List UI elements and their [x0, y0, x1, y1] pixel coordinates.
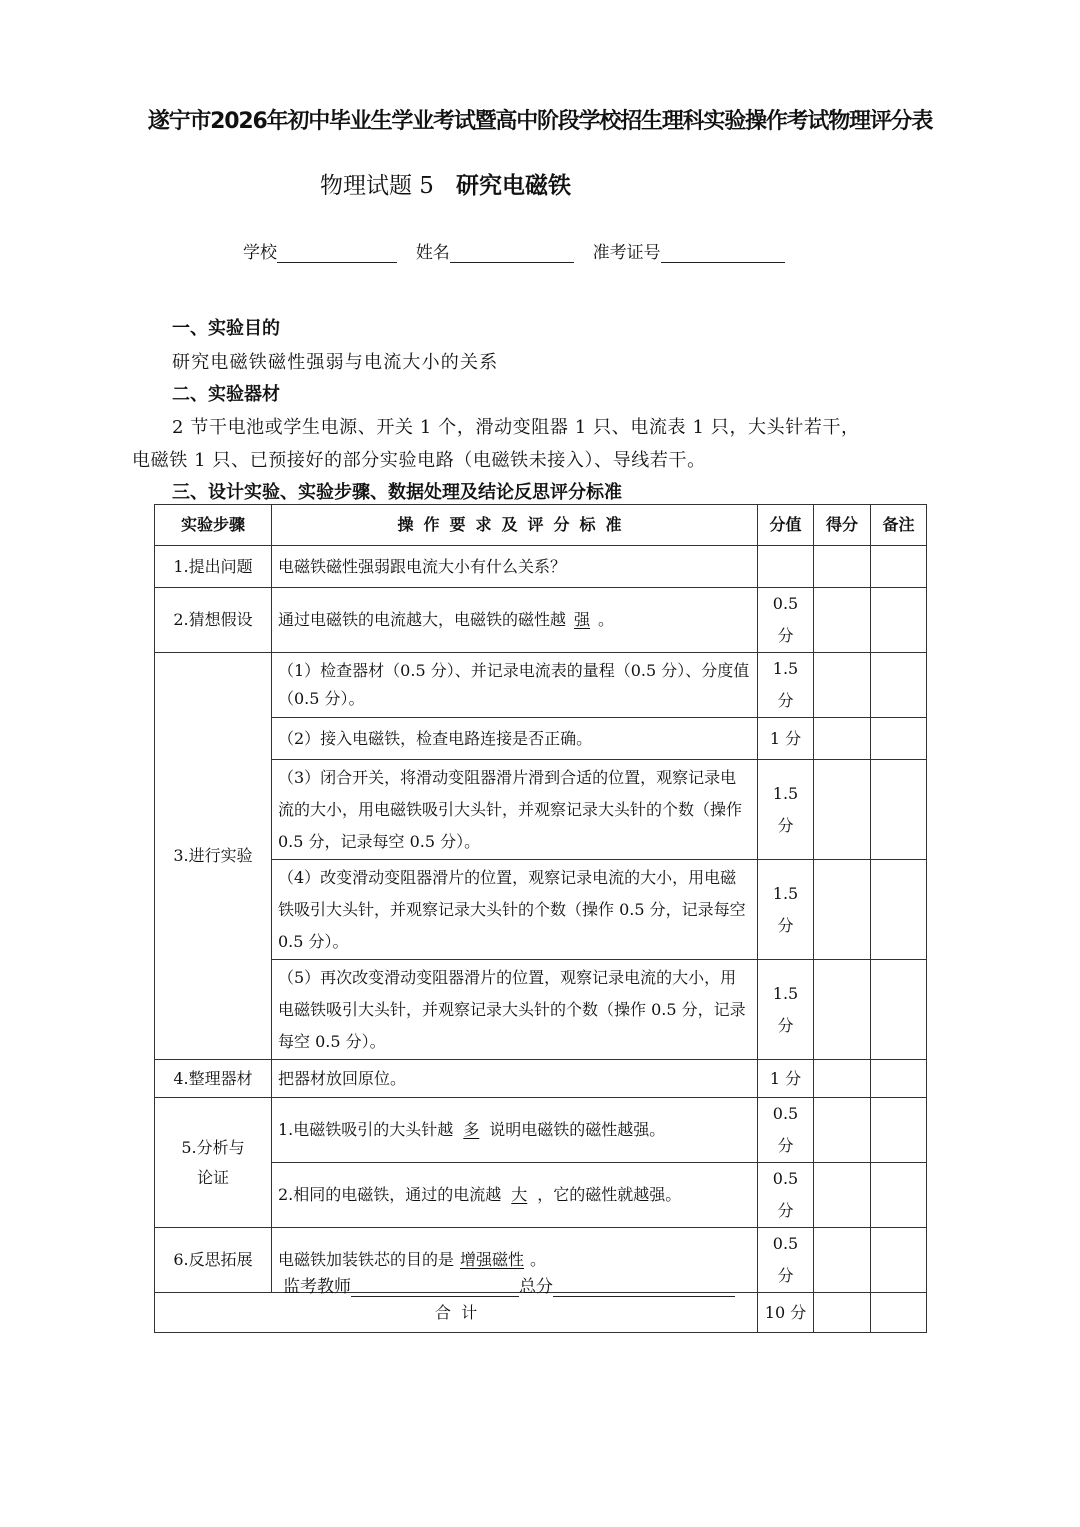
- requirement-cell: 电磁铁磁性强弱跟电流大小有什么关系？: [272, 546, 758, 588]
- requirement-text: 说明电磁铁的磁性越强。: [489, 1120, 666, 1139]
- remarks-cell[interactable]: [871, 653, 927, 718]
- section-2-line-1: 2 节干电池或学生电源、开关 1 个，滑动变阻器 1 只、电流表 1 只，大头针若干，: [172, 417, 860, 438]
- table-row: [155, 1060, 927, 1098]
- total-score-field[interactable]: [553, 1276, 735, 1297]
- section-2-heading: 二、实验器材: [172, 384, 280, 405]
- remarks-cell[interactable]: [871, 588, 927, 653]
- score-cell: 0.5 分: [758, 1098, 814, 1163]
- requirement-cell: 把器材放回原位。: [272, 1060, 758, 1098]
- score-cell: 1.5 分: [758, 760, 814, 860]
- remarks-cell[interactable]: [871, 760, 927, 860]
- exam-number-field[interactable]: [661, 242, 785, 263]
- school-label: 学校: [243, 243, 277, 263]
- signature-line: [283, 1272, 735, 1297]
- scoring-table: [154, 504, 927, 1333]
- remarks-cell[interactable]: [871, 546, 927, 588]
- earned-score-cell[interactable]: [814, 960, 871, 1060]
- step-cell: 3.进行实验: [155, 653, 272, 1060]
- total-score: 10 分: [758, 1293, 814, 1333]
- step-cell: 1.提出问题: [155, 546, 272, 588]
- answer-blank: 多: [463, 1120, 480, 1139]
- document-title: 遂宁市2026年初中毕业生学业考试暨高中阶段学校招生理科实验操作考试物理评分表: [147, 109, 933, 134]
- table-total-row: [155, 1293, 927, 1333]
- earned-score-cell[interactable]: [814, 860, 871, 960]
- earned-score-cell[interactable]: [814, 760, 871, 860]
- proctor-label: 监考教师: [283, 1277, 351, 1297]
- remarks-cell[interactable]: [871, 1060, 927, 1098]
- table-row: [155, 1098, 927, 1163]
- earned-score-cell[interactable]: [814, 588, 871, 653]
- answer-blank: 大: [511, 1185, 528, 1204]
- table-row: [155, 546, 927, 588]
- earned-score-cell[interactable]: [814, 1060, 871, 1098]
- score-cell: 1 分: [758, 1060, 814, 1098]
- score-cell: 0.5 分: [758, 588, 814, 653]
- requirement-text: 2.相同的电磁铁，通过的电流越: [278, 1185, 502, 1204]
- requirement-text: 1.电磁铁吸引的大头针越: [278, 1120, 454, 1139]
- total-label: 合 计: [155, 1293, 758, 1333]
- score-cell: 1.5 分: [758, 653, 814, 718]
- step-cell: 6.反思拓展: [155, 1228, 272, 1293]
- earned-score-cell[interactable]: [814, 1228, 871, 1293]
- score-cell: 1 分: [758, 718, 814, 760]
- score-cell: 1.5 分: [758, 860, 814, 960]
- requirement-cell: [272, 588, 758, 653]
- remarks-cell[interactable]: [871, 1163, 927, 1228]
- exam-number-label: 准考证号: [592, 243, 661, 263]
- earned-score-cell[interactable]: [814, 653, 871, 718]
- name-field[interactable]: [450, 242, 574, 263]
- earned-total-cell[interactable]: [814, 1293, 871, 1333]
- section-1-heading: 一、实验目的: [172, 318, 280, 339]
- requirement-text: 电磁铁加装铁芯的目的是: [278, 1250, 455, 1269]
- total-score-label: 总分: [519, 1277, 553, 1297]
- step-cell: 5.分析与论证: [155, 1098, 272, 1228]
- table-row: [155, 653, 927, 718]
- requirement-cell: [272, 1163, 758, 1228]
- requirement-cell: （4）改变滑动变阻器滑片的位置，观察记录电流的大小，用电磁铁吸引大头针，并观察记录大头针的个数（操作 0.5 分，记录每空 0.5 分）。: [272, 860, 758, 960]
- header-requirements: 操作要求及评分标准: [272, 505, 758, 546]
- requirement-cell: （2）接入电磁铁，检查电路连接是否正确。: [272, 718, 758, 760]
- requirement-text: 。: [530, 1250, 547, 1269]
- subtitle-prefix: 物理试题 5: [320, 173, 434, 199]
- header-score-value: 分值: [758, 505, 814, 546]
- requirement-cell: （1）检查器材（0.5 分）、并记录电流表的量程（0.5 分）、分度值（0.5 分）。: [272, 653, 758, 718]
- document-subtitle: [320, 167, 571, 200]
- remarks-cell[interactable]: [871, 1098, 927, 1163]
- requirement-cell: （5）再次改变滑动变阻器滑片的位置，观察记录电流的大小，用电磁铁吸引大头针，并观察记录大头针的个数（操作 0.5 分，记录每空 0.5 分）。: [272, 960, 758, 1060]
- earned-score-cell[interactable]: [814, 1163, 871, 1228]
- header-step: 实验步骤: [155, 505, 272, 546]
- table-row: [155, 588, 927, 653]
- score-cell: 1.5 分: [758, 960, 814, 1060]
- requirement-text: ，它的磁性就越强。: [537, 1185, 682, 1204]
- score-cell: 0.5 分: [758, 1228, 814, 1293]
- remarks-cell[interactable]: [871, 960, 927, 1060]
- remarks-cell[interactable]: [871, 718, 927, 760]
- score-cell: [758, 546, 814, 588]
- answer-blank: 强: [574, 610, 591, 629]
- name-label: 姓名: [415, 243, 450, 263]
- proctor-signature-field[interactable]: [351, 1276, 519, 1297]
- requirement-text: 通过电磁铁的电流越大，电磁铁的磁性越: [278, 610, 567, 629]
- table-header-row: [155, 505, 927, 546]
- step-cell: 2.猜想假设: [155, 588, 272, 653]
- section-1-text: 研究电磁铁磁性强弱与电流大小的关系: [172, 352, 499, 373]
- header-score-earned: 得分: [814, 505, 871, 546]
- score-cell: 0.5 分: [758, 1163, 814, 1228]
- requirement-text: 。: [598, 610, 615, 629]
- candidate-info-line: [243, 238, 785, 263]
- header-remarks: 备注: [871, 505, 927, 546]
- remarks-cell[interactable]: [871, 1293, 927, 1333]
- section-3-heading: 三、设计实验、实验步骤、数据处理及结论反思评分标准: [172, 482, 622, 503]
- earned-score-cell[interactable]: [814, 546, 871, 588]
- earned-score-cell[interactable]: [814, 718, 871, 760]
- requirement-cell: （3）闭合开关，将滑动变阻器滑片滑到合适的位置，观察记录电流的大小，用电磁铁吸引大头针，并观察记录大头针的个数（操作 0.5 分，记录每空 0.5 分）。: [272, 760, 758, 860]
- school-field[interactable]: [277, 242, 397, 263]
- step-cell: 4.整理器材: [155, 1060, 272, 1098]
- earned-score-cell[interactable]: [814, 1098, 871, 1163]
- subtitle-main: 研究电磁铁: [455, 173, 571, 199]
- answer-blank: 增强磁性: [460, 1250, 525, 1269]
- requirement-cell: [272, 1098, 758, 1163]
- remarks-cell[interactable]: [871, 860, 927, 960]
- remarks-cell[interactable]: [871, 1228, 927, 1293]
- section-2-line-2: 电磁铁 1 只、已预接好的部分实验电路（电磁铁未接入）、导线若干。: [132, 450, 706, 471]
